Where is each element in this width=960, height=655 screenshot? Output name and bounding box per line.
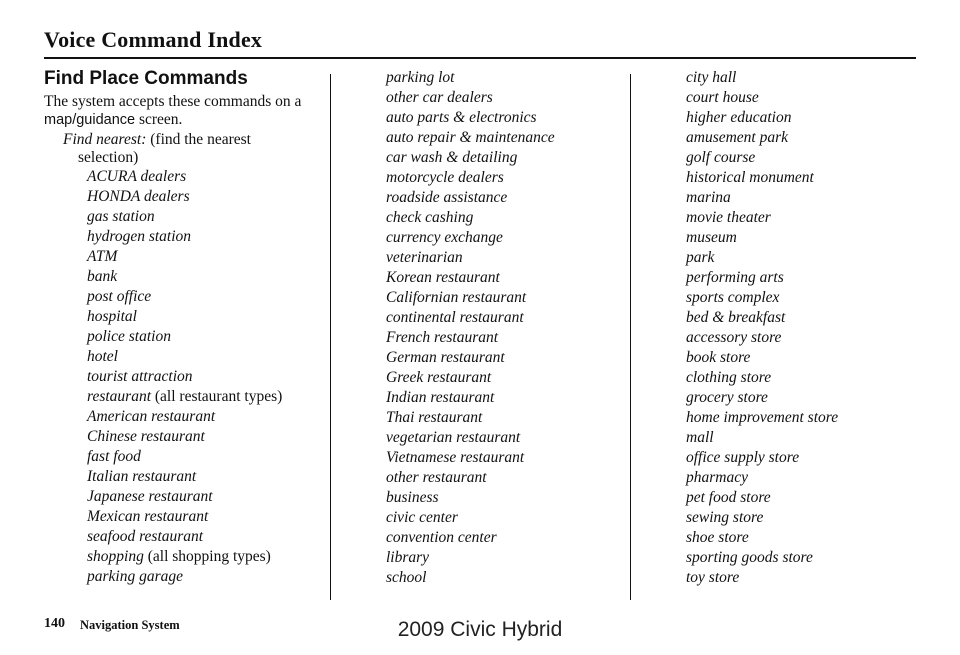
command-item: [686, 328, 926, 348]
command-text: Greek restaurant: [386, 369, 492, 386]
watermark: 2009 Civic Hybrid: [397, 618, 563, 641]
command-text: movie theater: [686, 209, 771, 226]
command-text: veterinarian: [386, 249, 463, 266]
command-text: auto repair & maintenance: [386, 129, 555, 146]
command-item: [686, 548, 926, 568]
command-text: performing arts: [686, 269, 784, 286]
command-text: Vietnamese restaurant: [386, 449, 525, 466]
command-item: [87, 447, 326, 467]
command-text: pet food store: [686, 489, 771, 506]
command-item: [686, 348, 926, 368]
command-item: [386, 388, 626, 408]
command-item: [386, 408, 626, 428]
command-text: police station: [87, 328, 171, 345]
command-text: Korean restaurant: [386, 269, 500, 286]
command-text: parking garage: [87, 568, 184, 585]
command-item: [87, 487, 326, 507]
command-text: golf course: [686, 149, 756, 166]
command-text: shopping: [87, 548, 144, 565]
command-item: [386, 248, 626, 268]
command-item: [686, 188, 926, 208]
command-text: book store: [686, 349, 751, 366]
command-item: [87, 247, 326, 267]
command-item: [386, 208, 626, 228]
find-nearest-line: [44, 131, 326, 167]
command-item: [87, 187, 326, 207]
command-item: [87, 347, 326, 367]
command-text: marina: [686, 189, 731, 206]
command-text: amusement park: [686, 129, 789, 146]
command-text: restaurant: [87, 388, 152, 405]
command-text: bank: [87, 268, 118, 285]
command-text: seafood restaurant: [87, 528, 204, 545]
find-nearest-command: Find nearest:: [63, 131, 147, 148]
command-text: parking lot: [386, 69, 455, 86]
command-item: [386, 348, 626, 368]
command-text: vegetarian restaurant: [386, 429, 521, 446]
command-item: [386, 148, 626, 168]
title-rule: [44, 57, 916, 59]
intro-post: screen.: [135, 111, 183, 128]
command-text: American restaurant: [87, 408, 216, 425]
command-item: [386, 108, 626, 128]
command-text: Mexican restaurant: [87, 508, 209, 525]
footer-label: Navigation System: [80, 618, 180, 632]
column-divider-1: [330, 74, 331, 600]
command-item: [686, 488, 926, 508]
command-item: [686, 508, 926, 528]
command-item: [686, 248, 926, 268]
command-item: [386, 268, 626, 288]
command-text: accessory store: [686, 329, 782, 346]
command-text: historical monument: [686, 169, 814, 186]
command-text: convention center: [386, 529, 497, 546]
command-item: [386, 68, 626, 88]
command-text: office supply store: [686, 449, 800, 466]
find-nearest-desc-1: (find the nearest: [146, 131, 251, 148]
command-item: [87, 467, 326, 487]
command-text: business: [386, 489, 439, 506]
command-item: [87, 327, 326, 347]
command-item: [686, 448, 926, 468]
command-item: [386, 448, 626, 468]
command-text: Chinese restaurant: [87, 428, 205, 445]
command-text: other car dealers: [386, 89, 493, 106]
column-divider-2: [630, 74, 631, 600]
command-item: [386, 128, 626, 148]
command-item: [386, 188, 626, 208]
command-item: [87, 167, 326, 187]
command-item: [686, 408, 926, 428]
command-text: clothing store: [686, 369, 772, 386]
command-text: ACURA dealers: [87, 168, 187, 185]
command-item: [87, 227, 326, 247]
command-text: Japanese restaurant: [87, 488, 213, 505]
command-item: [686, 208, 926, 228]
command-item: [386, 468, 626, 488]
command-text: sporting goods store: [686, 549, 813, 566]
command-item: [686, 568, 926, 588]
command-text: higher education: [686, 109, 792, 126]
command-item: [386, 548, 626, 568]
command-item: [686, 128, 926, 148]
command-item: [87, 287, 326, 307]
intro-pre: The system accepts these commands on a: [44, 93, 302, 110]
command-text: hydrogen station: [87, 228, 192, 245]
command-item: [386, 508, 626, 528]
command-item: [686, 468, 926, 488]
command-item: [386, 568, 626, 588]
command-item: [686, 68, 926, 88]
command-item: [686, 388, 926, 408]
command-item: [87, 367, 326, 387]
command-text: museum: [686, 229, 737, 246]
command-text: Indian restaurant: [386, 389, 495, 406]
find-nearest-desc-2: selection): [78, 149, 139, 166]
command-item: [87, 207, 326, 227]
command-text: park: [686, 249, 715, 266]
command-item: [87, 427, 326, 447]
command-text: German restaurant: [386, 349, 505, 366]
command-item: [386, 428, 626, 448]
command-item: [386, 228, 626, 248]
page-number: 140: [44, 616, 65, 631]
command-text: grocery store: [686, 389, 768, 406]
intro-screen-name: map/guidance: [44, 112, 136, 128]
command-list-1: [44, 167, 326, 587]
command-text: Californian restaurant: [386, 289, 527, 306]
command-text: library: [386, 549, 430, 566]
intro-text: [44, 93, 326, 129]
command-item: [686, 148, 926, 168]
command-text: auto parts & electronics: [386, 109, 537, 126]
command-item: [686, 88, 926, 108]
command-item: [686, 168, 926, 188]
command-text: gas station: [87, 208, 155, 225]
command-text: ATM: [87, 248, 118, 265]
command-item: [386, 328, 626, 348]
column-3: [686, 68, 926, 588]
command-text: Italian restaurant: [87, 468, 197, 485]
command-text: fast food: [87, 448, 141, 465]
command-item: [87, 547, 326, 567]
command-text: motorcycle dealers: [386, 169, 504, 186]
command-text: post office: [87, 288, 152, 305]
command-text: court house: [686, 89, 759, 106]
page-title: Voice Command Index: [44, 27, 263, 52]
command-text: home improvement store: [686, 409, 839, 426]
command-text: continental restaurant: [386, 309, 524, 326]
command-text: tourist attraction: [87, 368, 193, 385]
command-item: [686, 288, 926, 308]
command-item: [87, 307, 326, 327]
command-item: [87, 527, 326, 547]
command-text: sewing store: [686, 509, 764, 526]
command-item: [686, 428, 926, 448]
command-text: mall: [686, 429, 714, 446]
command-text: toy store: [686, 569, 740, 586]
command-text: school: [386, 569, 427, 586]
command-item: [686, 268, 926, 288]
command-text: shoe store: [686, 529, 749, 546]
command-text: city hall: [686, 69, 737, 86]
command-item: [386, 488, 626, 508]
command-text: other restaurant: [386, 469, 487, 486]
command-item: [87, 567, 326, 587]
command-text: bed & breakfast: [686, 309, 786, 326]
command-text: check cashing: [386, 209, 474, 226]
command-item: [386, 88, 626, 108]
command-text: sports complex: [686, 289, 780, 306]
command-item: [386, 168, 626, 188]
command-item: [87, 387, 326, 407]
command-list-3: [686, 68, 926, 588]
command-list-2: [386, 68, 626, 588]
column-1: [44, 68, 326, 587]
command-item: [686, 228, 926, 248]
command-text: pharmacy: [686, 469, 748, 486]
command-text: hotel: [87, 348, 118, 365]
command-note: (all restaurant types): [151, 388, 283, 405]
section-heading: Find Place Commands: [44, 68, 248, 89]
command-text: hospital: [87, 308, 137, 325]
command-item: [686, 528, 926, 548]
command-item: [686, 108, 926, 128]
column-2: [386, 68, 626, 588]
command-item: [386, 288, 626, 308]
command-note: (all shopping types): [143, 548, 271, 565]
command-item: [686, 308, 926, 328]
command-item: [386, 528, 626, 548]
command-text: French restaurant: [386, 329, 499, 346]
command-text: car wash & detailing: [386, 149, 518, 166]
command-item: [386, 368, 626, 388]
command-text: HONDA dealers: [87, 188, 190, 205]
command-item: [87, 267, 326, 287]
command-item: [686, 368, 926, 388]
command-text: roadside assistance: [386, 189, 508, 206]
command-item: [386, 308, 626, 328]
command-item: [87, 507, 326, 527]
command-text: currency exchange: [386, 229, 503, 246]
command-text: Thai restaurant: [386, 409, 483, 426]
command-text: civic center: [386, 509, 458, 526]
command-item: [87, 407, 326, 427]
